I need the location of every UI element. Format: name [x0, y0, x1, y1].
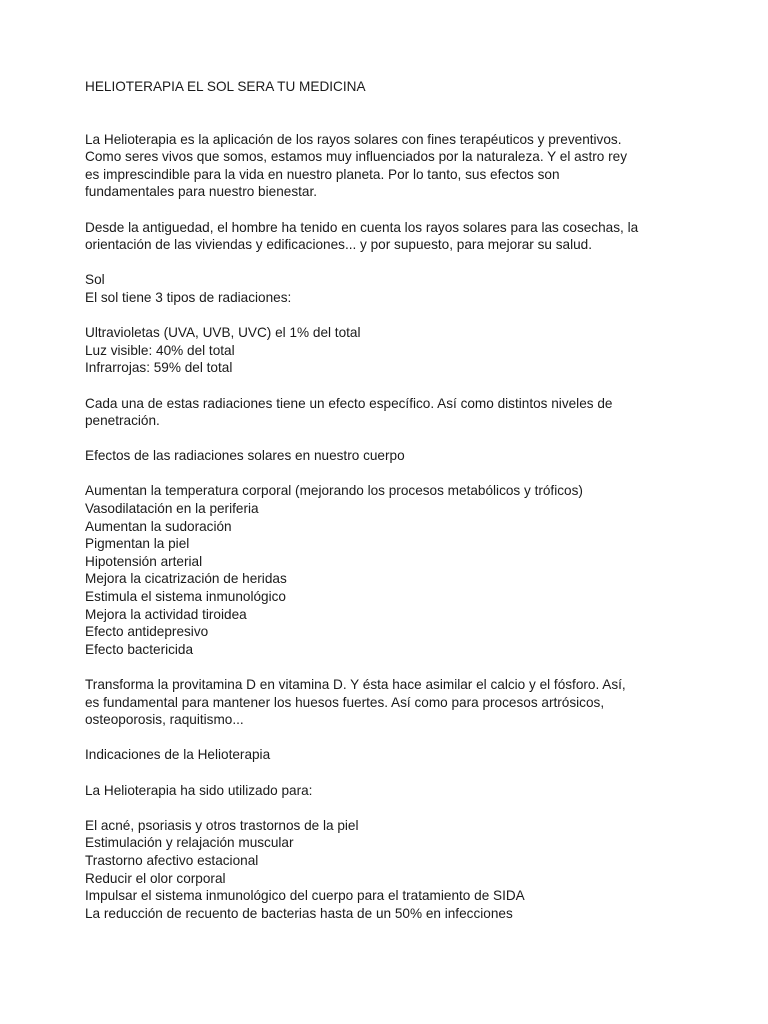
list-item: La reducción de recuento de bacterias hasta de un 50% en infecciones	[85, 905, 513, 921]
intro-line: Como seres vivos que somos, estamos muy influenciados por la naturaleza. Y el astro rey	[85, 149, 627, 165]
penetration-line: Cada una de estas radiaciones tiene un efecto específico. Así como distintos niveles de	[85, 395, 613, 411]
list-item: Estimulación y relajación muscular	[85, 835, 294, 851]
list-item: Ultravioletas (UVA, UVB, UVC) el 1% del total	[85, 325, 361, 341]
effects-heading: Efectos de las radiaciones solares en nuestro cuerpo	[85, 448, 405, 464]
penetration-line: penetración.	[85, 413, 160, 429]
vitamin-line: Transforma la provitamina D en vitamina D. Y ésta hace asimilar el calcio y el fósforo. Así,	[85, 677, 626, 692]
list-item: Hipotensión arterial	[85, 553, 203, 569]
list-item: Efecto bactericida	[85, 641, 194, 657]
list-item: El acné, psoriasis y otros trastornos de la piel	[85, 817, 359, 833]
list-item: Luz visible: 40% del total	[85, 342, 235, 358]
history-paragraph	[85, 219, 685, 254]
indications-intro: La Helioterapia ha sido utilizado para:	[85, 782, 313, 798]
list-item: Efecto antidepresivo	[85, 624, 209, 640]
list-item: Mejora la actividad tiroidea	[85, 606, 247, 622]
document-title: HELIOTERAPIA EL SOL SERA TU MEDICINA	[85, 79, 366, 94]
intro-paragraph	[85, 131, 685, 201]
penetration-paragraph	[85, 395, 685, 430]
vitamin-line: osteoporosis, raquitismo...	[85, 712, 244, 728]
sun-section	[85, 271, 685, 306]
history-line: orientación de las viviendas y edificaciones... y por supuesto, para mejorar su salud.	[85, 237, 593, 253]
intro-line: es imprescindible para la vida en nuestro planeta. Por lo tanto, sus efectos son	[85, 166, 560, 182]
vitamin-paragraph	[85, 676, 685, 729]
radiation-types-list	[85, 324, 685, 377]
sun-heading: Sol	[85, 272, 105, 288]
list-item: Pigmentan la piel	[85, 536, 190, 552]
indications-list	[85, 817, 685, 923]
sun-subheading: El sol tiene 3 tipos de radiaciones:	[85, 289, 292, 305]
history-line: Desde la antiguedad, el hombre ha tenido en cuenta los rayos solares para las cosechas, la	[85, 219, 639, 235]
list-item: Mejora la cicatrización de heridas	[85, 571, 287, 587]
effects-list	[85, 482, 685, 658]
list-item: Trastorno afectivo estacional	[85, 852, 259, 868]
intro-line: fundamentales para nuestro bienestar.	[85, 184, 318, 200]
list-item: Aumentan la sudoración	[85, 518, 232, 534]
list-item: Impulsar el sistema inmunológico del cuerpo para el tratamiento de SIDA	[85, 888, 525, 904]
indications-heading: Indicaciones de la Helioterapia	[85, 747, 271, 763]
document-page	[85, 78, 685, 922]
list-item: Vasodilatación en la periferia	[85, 501, 259, 517]
list-item: Aumentan la temperatura corporal (mejorando los procesos metabólicos y tróficos)	[85, 483, 583, 499]
list-item: Reducir el olor corporal	[85, 870, 226, 886]
intro-line: La Helioterapia es la aplicación de los rayos solares con fines terapéuticos y preventivos.	[85, 131, 622, 147]
vitamin-line: es fundamental para mantener los huesos fuertes. Así como para procesos artrósicos,	[85, 694, 605, 710]
list-item: Estimula el sistema inmunológico	[85, 589, 286, 605]
list-item: Infrarrojas: 59% del total	[85, 360, 233, 376]
